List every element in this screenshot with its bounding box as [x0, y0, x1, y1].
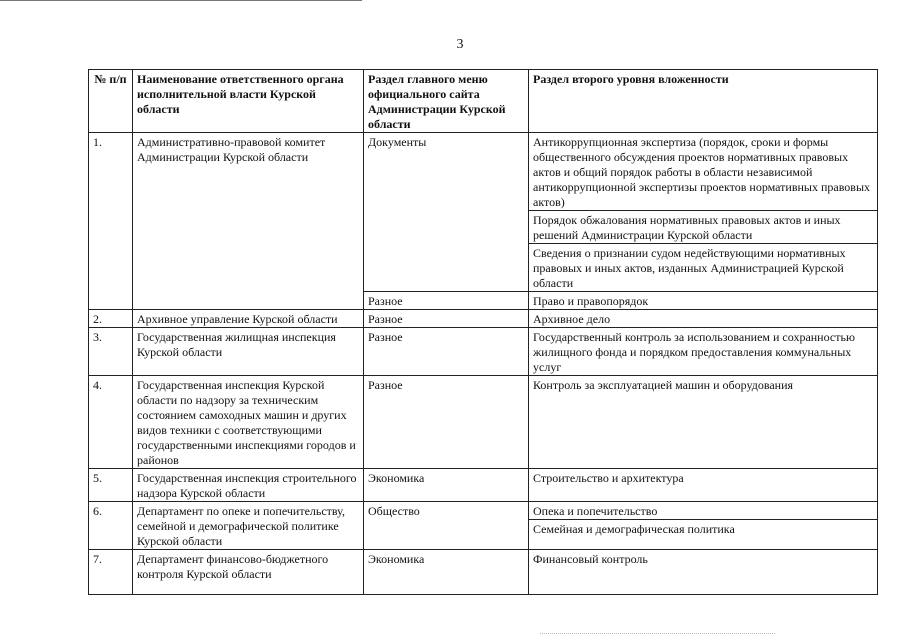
second-level-section: Порядок обжалования нормативных правовых актов и иных решений Администрации Курской области [529, 211, 878, 244]
row-number: 3. [89, 328, 133, 376]
menu-section: Общество [364, 502, 529, 550]
scan-artifact-line [540, 633, 775, 634]
table-row [89, 550, 878, 595]
second-level-section: Семейная и демографическая политика [529, 520, 878, 550]
organ-name: Государственная инспекция строительного надзора Курской области [133, 469, 364, 502]
table-row [89, 310, 878, 328]
organ-name: Государственная инспекция Курской области по надзору за техническим состоянием самоходных машин и других видов техники с соответствующими государственными инспекциями городов и районов [133, 376, 364, 469]
second-level-section: Сведения о признании судом недействующими нормативных правовых и иных актов, изданных Администрацией Курской области [529, 244, 878, 292]
menu-section: Разное [364, 376, 529, 469]
header-number: № п/п [89, 70, 133, 133]
menu-section: Документы [364, 133, 529, 292]
responsibility-table [88, 69, 878, 595]
organ-name: Административно-правовой комитет Администрации Курской области [133, 133, 364, 310]
second-level-section: Государственный контроль за использованием и сохранностью жилищного фонда и порядком предоставления коммунальных услуг [529, 328, 878, 376]
menu-section: Экономика [364, 469, 529, 502]
second-level-section: Контроль за эксплуатацией машин и оборудования [529, 376, 878, 469]
organ-name: Департамент по опеке и попечительству, семейной и демографической политике Курской области [133, 502, 364, 550]
header-main-menu-section: Раздел главного меню официального сайта Администрации Курской области [364, 70, 529, 133]
row-number: 2. [89, 310, 133, 328]
table-row [89, 133, 878, 211]
top-rule [0, 0, 362, 1]
row-number: 5. [89, 469, 133, 502]
menu-section: Разное [364, 310, 529, 328]
second-level-section: Финансовый контроль [529, 550, 878, 595]
row-number: 6. [89, 502, 133, 550]
header-organ: Наименование ответственного органа исполнительной власти Курской области [133, 70, 364, 133]
table-row [89, 502, 878, 520]
menu-section: Разное [364, 328, 529, 376]
row-number: 7. [89, 550, 133, 595]
menu-section: Разное [364, 292, 529, 310]
row-number: 1. [89, 133, 133, 310]
second-level-section: Опека и попечительство [529, 502, 878, 520]
table-row [89, 469, 878, 502]
menu-section: Экономика [364, 550, 529, 595]
organ-name: Архивное управление Курской области [133, 310, 364, 328]
table-row [89, 376, 878, 469]
row-number: 4. [89, 376, 133, 469]
second-level-section: Строительство и архитектура [529, 469, 878, 502]
second-level-section: Антикоррупционная экспертиза (порядок, сроки и формы общественного обсуждения проектов нормативных правовых актов и общий порядок работы в области независимой антикоррупционной экспертизы проектов нормативных правовых актов) [529, 133, 878, 211]
table-row [89, 328, 878, 376]
organ-name: Департамент финансово-бюджетного контроля Курской области [133, 550, 364, 595]
second-level-section: Право и правопорядок [529, 292, 878, 310]
page-number: 3 [456, 37, 464, 52]
organ-name: Государственная жилищная инспекция Курской области [133, 328, 364, 376]
header-second-level-section: Раздел второго уровня вложенности [529, 70, 878, 133]
second-level-section: Архивное дело [529, 310, 878, 328]
table-header-row [89, 70, 878, 133]
